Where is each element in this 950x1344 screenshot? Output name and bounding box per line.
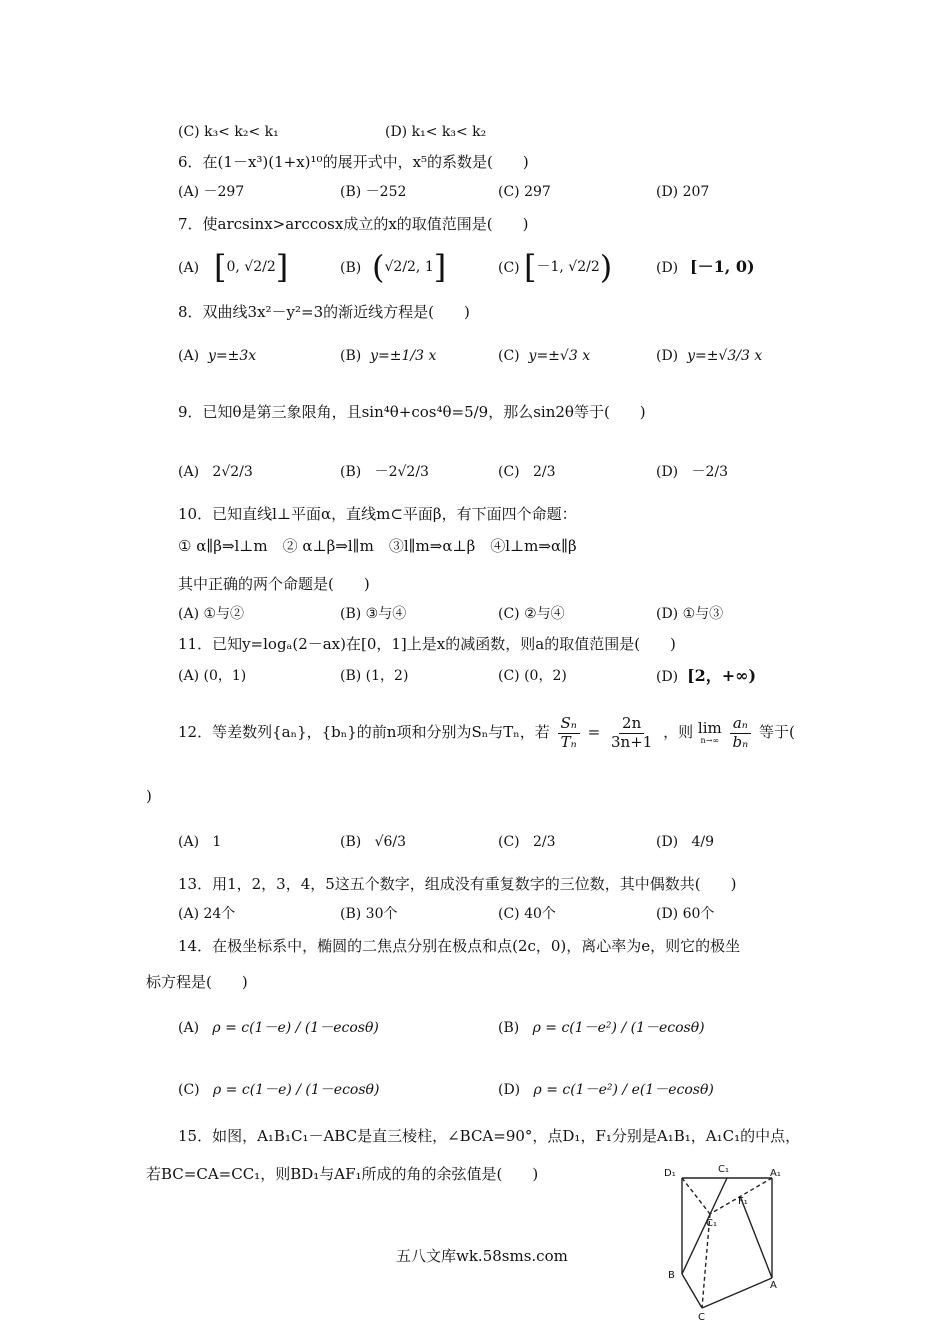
q10-question: 其中正确的两个命题是( ): [178, 575, 370, 593]
q6-option-c: (C) 297: [498, 184, 551, 200]
q9-option-c: (C) 2/3: [498, 464, 556, 480]
q13-option-a: (A) 24个: [178, 906, 236, 922]
label-c: C: [698, 1312, 705, 1322]
q13-stem: 13．用1，2，3，4，5这五个数字，组成没有重复数字的三位数，其中偶数共( ): [178, 875, 737, 893]
q7-label-b: (B): [340, 260, 362, 276]
q15-stem-line1: 15．如图，A₁B₁C₁－ABC是直三棱柱，∠BCA=90°，点D₁，F₁分别是A₁B₁，A₁C₁的中点，: [178, 1127, 801, 1145]
q9-option-d: (D) －2/3: [656, 464, 729, 480]
q11-stem: 11．已知y=logₐ(2－ax)在[0，1]上是x的减函数，则a的取值范围是( ): [178, 635, 676, 653]
q5-option-c: (C) k₃< k₂< k₁: [178, 124, 279, 140]
q10-option-c: (C) ②与④: [498, 606, 565, 622]
q7-label-a: (A): [178, 260, 200, 276]
label-d1: D₁: [664, 1168, 676, 1179]
q5-option-d: (D) k₁< k₃< k₂: [385, 124, 487, 140]
q8-option-d: (D) y=±√3/3 x: [656, 348, 763, 364]
q9-option-b: (B) －2√2/3: [340, 464, 429, 480]
q9-stem: 9．已知θ是第三象限角，且sin⁴θ+cos⁴θ=5/9，那么sin2θ等于( ): [178, 403, 646, 421]
q14-option-d: (D) ρ = c(1－e²) / e(1－ecosθ): [498, 1082, 714, 1098]
q14-option-c: (C) ρ = c(1－e) / (1－ecosθ): [178, 1082, 380, 1098]
q13-option-c: (C) 40个: [498, 906, 556, 922]
q8-option-b: (B) y=±1/3 x: [340, 348, 437, 364]
q9-option-a: (A) 2√2/3: [178, 464, 253, 480]
q7-label-d: (D): [656, 260, 679, 276]
q15-stem-line2: 若BC=CA=CC₁，则BD₁与AF₁所成的角的余弦值是( ): [146, 1165, 539, 1183]
q7-expr-b: (√2/2, 1]: [372, 248, 447, 286]
q6-option-d: (D) 207: [656, 184, 710, 200]
label-a: A: [770, 1280, 777, 1291]
q12-option-b: (B) √6/3: [340, 834, 407, 850]
q14-option-b: (B) ρ = c(1－e²) / (1－ecosθ): [498, 1020, 705, 1036]
q7-label-c: (C): [498, 260, 520, 276]
q10-stem: 10．已知直线l⊥平面α，直线m⊂平面β，有下面四个命题：: [178, 505, 577, 523]
q10-option-b: (B) ③与④: [340, 606, 407, 622]
q8-stem: 8．双曲线3x²－y²=3的渐近线方程是( ): [178, 303, 470, 321]
q12-stem: 12．等差数列{aₙ}，{bₙ}的前n项和分别为Sₙ与Tₙ，若 $\frac{\text{Sₙ}}{\text{Tₙ}}$ = $\frac{2n}{3n+1}$ ，则 lim n→∞ $\frac{\text{aₙ}}{\text{bₙ}}$ 等于(: [178, 714, 795, 751]
q7-expr-d: [－1, 0): [690, 257, 755, 276]
q10-option-a: (A) ①与②: [178, 606, 245, 622]
q11-option-b: (B) (1，2): [340, 668, 409, 684]
label-f1: F₁: [738, 1196, 748, 1207]
label-a1: A₁: [770, 1168, 781, 1179]
q13-option-b: (B) 30个: [340, 906, 398, 922]
q6-option-b: (B) －252: [340, 184, 407, 200]
q14-option-a: (A) ρ = c(1－e) / (1－ecosθ): [178, 1020, 379, 1036]
q10-propositions: ① α∥β⇒l⊥m ② α⊥β⇒l∥m ③l∥m⇒α⊥β ④l⊥m⇒α∥β: [178, 537, 577, 555]
label-c1-top: C₁: [718, 1164, 729, 1175]
q10-option-d: (D) ①与③: [656, 606, 724, 622]
q14-stem-line2: 标方程是( ): [146, 973, 248, 991]
q11-option-c: (C) (0，2): [498, 668, 567, 684]
q11-option-d: (D) [2，+∞): [656, 666, 757, 685]
q12-option-c: (C) 2/3: [498, 834, 556, 850]
q12-option-a: (A) 1: [178, 834, 222, 850]
q7-stem: 7．使arcsinx>arccosx成立的x的取值范围是( ): [178, 215, 529, 233]
q6-stem: 6．在(1－x³)(1+x)¹⁰的展开式中，x⁵的系数是( ): [178, 153, 529, 171]
q8-option-a: (A) y=±3x: [178, 348, 257, 364]
q13-option-d: (D) 60个: [656, 906, 715, 922]
label-b: B: [668, 1270, 675, 1281]
q7-expr-c: [－1, √2/2): [524, 248, 613, 286]
q8-option-c: (C) y=±√3 x: [498, 348, 591, 364]
prism-figure: [660, 1162, 800, 1322]
q11-option-a: (A) (0，1): [178, 668, 247, 684]
q7-expr-a: [0, √2/2]: [214, 248, 289, 286]
q12-stem-close: ): [146, 787, 152, 805]
label-c1: C₁: [706, 1218, 717, 1229]
q14-stem-line1: 14．在极坐标系中，椭圆的二焦点分别在极点和点(2c，0)，离心率为e，则它的极坐: [178, 937, 741, 955]
q6-option-a: (A) －297: [178, 184, 245, 200]
q12-option-d: (D) 4/9: [656, 834, 715, 850]
footer-watermark: 五八文库wk.58sms.com: [396, 1247, 568, 1265]
